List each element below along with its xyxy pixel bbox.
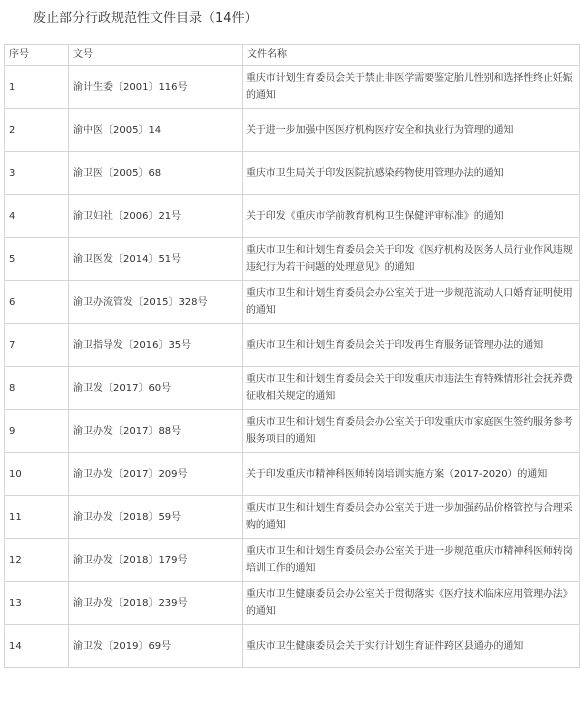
cell-seq: 10 [5, 453, 69, 496]
cell-seq: 14 [5, 625, 69, 668]
abolished-documents-table [4, 44, 580, 668]
table-row [5, 582, 580, 625]
cell-doc-number: 渝中医〔2005〕14 [69, 109, 243, 152]
cell-doc-number: 渝卫指导发〔2016〕35号 [69, 324, 243, 367]
cell-doc-number: 渝卫办发〔2018〕239号 [69, 582, 243, 625]
header-doc-number: 文号 [69, 45, 243, 66]
table-row [5, 152, 580, 195]
table-row [5, 410, 580, 453]
header-row [5, 45, 580, 66]
cell-doc-name: 重庆市卫生和计划生育委员会办公室关于进一步规范重庆市精神科医师转岗培训工作的通知 [243, 539, 580, 582]
cell-doc-number: 渝卫办发〔2018〕59号 [69, 496, 243, 539]
cell-doc-name: 关于印发重庆市精神科医师转岗培训实施方案（2017-2020）的通知 [243, 453, 580, 496]
cell-doc-name: 重庆市卫生和计划生育委员会办公室关于进一步规范流动人口婚育证明使用的通知 [243, 281, 580, 324]
cell-seq: 11 [5, 496, 69, 539]
cell-doc-number: 渝计生委〔2001〕116号 [69, 66, 243, 109]
table-row [5, 453, 580, 496]
header-doc-name: 文件名称 [243, 45, 580, 66]
cell-doc-number: 渝卫办发〔2017〕88号 [69, 410, 243, 453]
cell-seq: 3 [5, 152, 69, 195]
cell-doc-name: 重庆市卫生健康委员会办公室关于贯彻落实《医疗技术临床应用管理办法》的通知 [243, 582, 580, 625]
table-row [5, 281, 580, 324]
page-title: 废止部分行政规范性文件目录（14件） [33, 11, 258, 26]
table-body [5, 66, 580, 668]
cell-seq: 2 [5, 109, 69, 152]
table-row [5, 324, 580, 367]
cell-seq: 1 [5, 66, 69, 109]
table-row [5, 496, 580, 539]
table-row [5, 195, 580, 238]
cell-doc-name: 重庆市卫生健康委员会关于实行计划生育证件跨区县通办的通知 [243, 625, 580, 668]
cell-seq: 9 [5, 410, 69, 453]
cell-doc-number: 渝卫医〔2005〕68 [69, 152, 243, 195]
table-row [5, 238, 580, 281]
cell-doc-name: 重庆市卫生和计划生育委员会关于印发《医疗机构及医务人员行业作风违规违纪行为若干问题的处理意见》的通知 [243, 238, 580, 281]
cell-doc-name: 关于进一步加强中医医疗机构医疗安全和执业行为管理的通知 [243, 109, 580, 152]
cell-seq: 6 [5, 281, 69, 324]
cell-doc-number: 渝卫医发〔2014〕51号 [69, 238, 243, 281]
table-row [5, 625, 580, 668]
table-row [5, 66, 580, 109]
cell-seq: 7 [5, 324, 69, 367]
table-row [5, 109, 580, 152]
table-row [5, 539, 580, 582]
cell-seq: 8 [5, 367, 69, 410]
cell-seq: 5 [5, 238, 69, 281]
table-row [5, 367, 580, 410]
cell-doc-name: 关于印发《重庆市学前教育机构卫生保健评审标准》的通知 [243, 195, 580, 238]
cell-doc-number: 渝卫发〔2019〕69号 [69, 625, 243, 668]
cell-doc-name: 重庆市计划生育委员会关于禁止非医学需要鉴定胎儿性别和选择性终止妊娠的通知 [243, 66, 580, 109]
cell-doc-number: 渝卫办流管发〔2015〕328号 [69, 281, 243, 324]
cell-doc-number: 渝卫办发〔2018〕179号 [69, 539, 243, 582]
table-header [5, 45, 580, 66]
header-seq: 序号 [5, 45, 69, 66]
cell-doc-number: 渝卫办发〔2017〕209号 [69, 453, 243, 496]
cell-seq: 4 [5, 195, 69, 238]
cell-seq: 13 [5, 582, 69, 625]
cell-seq: 12 [5, 539, 69, 582]
cell-doc-name: 重庆市卫生和计划生育委员会办公室关于印发重庆市家庭医生签约服务参考服务项目的通知 [243, 410, 580, 453]
cell-doc-number: 渝卫妇社〔2006〕21号 [69, 195, 243, 238]
cell-doc-number: 渝卫发〔2017〕60号 [69, 367, 243, 410]
cell-doc-name: 重庆市卫生和计划生育委员会办公室关于进一步加强药品价格管控与合理采购的通知 [243, 496, 580, 539]
cell-doc-name: 重庆市卫生和计划生育委员会关于印发重庆市违法生育特殊情形社会抚养费征收相关规定的通知 [243, 367, 580, 410]
cell-doc-name: 重庆市卫生和计划生育委员会关于印发再生育服务证管理办法的通知 [243, 324, 580, 367]
cell-doc-name: 重庆市卫生局关于印发医院抗感染药物使用管理办法的通知 [243, 152, 580, 195]
